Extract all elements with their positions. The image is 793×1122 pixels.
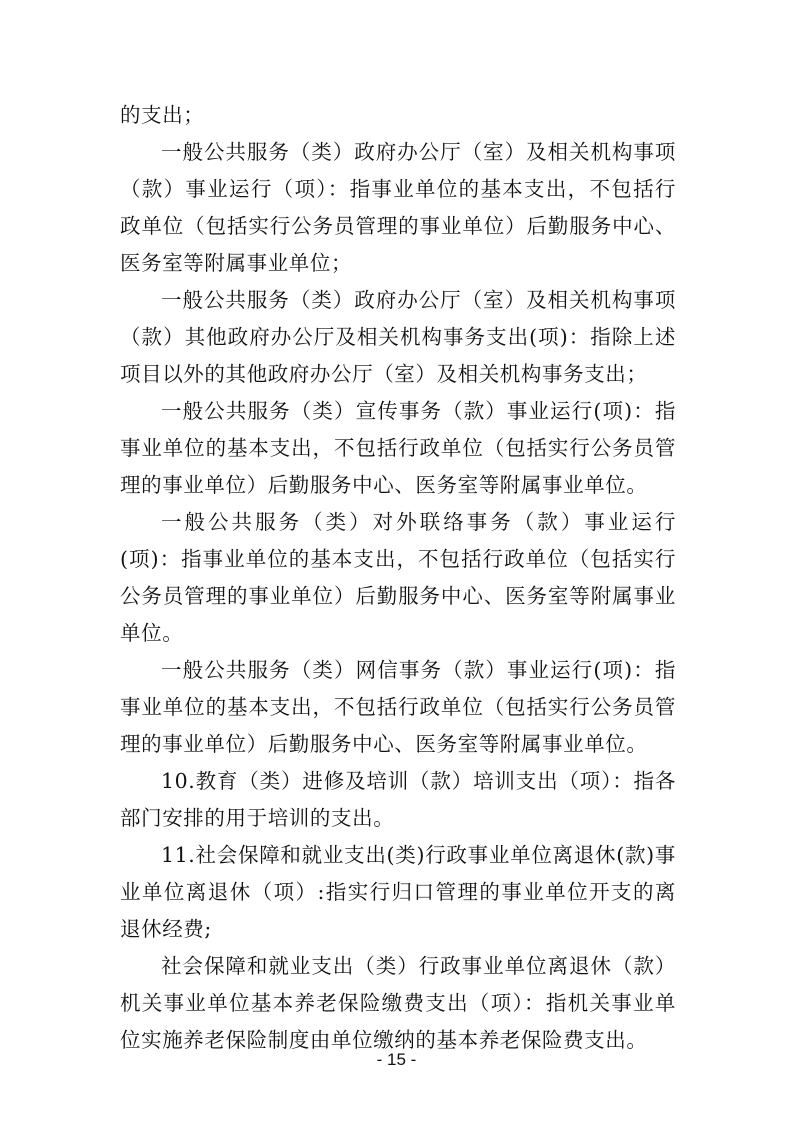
paragraph-4: 一般公共服务（类）宣传事务（款）事业运行(项)：指事业单位的基本支出，不包括行政单位（包括实行公务员管理的事业单位）后勤服务中心、医务室等附属事业单位。 [120,399,676,497]
paragraph-6: 一般公共服务（类）网信事务（款）事业运行(项)：指事业单位的基本支出，不包括行政单位（包括实行公务员管理的事业单位）后勤服务中心、医务室等附属事业单位。 [120,658,676,756]
paragraph-8: 11.社会保障和就业支出(类)行政事业单位离退休(款)事业单位离退休（项）:指实行归口管理的事业单位开支的离退休经费; [120,843,676,941]
paragraph-9: 社会保障和就业支出（类）行政事业单位离退休（款）机关事业单位基本养老保险缴费支出（项）：指机关事业单位实施养老保险制度由单位缴纳的基本养老保险费支出。 [120,954,676,1052]
paragraph-3: 一般公共服务（类）政府办公厅（室）及相关机构事项（款）其他政府办公厅及相关机构事务支出(项)：指除上述项目以外的其他政府办公厅（室）及相关机构事务支出； [120,288,676,386]
paragraph-5: 一般公共服务（类）对外联络事务（款）事业运行(项)：指事业单位的基本支出，不包括行政单位（包括实行公务员管理的事业单位）后勤服务中心、医务室等附属事业单位。 [120,510,676,645]
paragraph-7: 10.教育（类）进修及培训（款）培训支出（项）：指各部门安排的用于培训的支出。 [120,769,676,830]
page-number: - 15 - [376,1050,417,1069]
paragraph-1: 的支出； [120,103,205,127]
document-body [120,97,676,1059]
paragraph-2: 一般公共服务（类）政府办公厅（室）及相关机构事项（款）事业运行（项）：指事业单位的基本支出，不包括行政单位（包括实行公务员管理的事业单位）后勤服务中心、医务室等附属事业单位； [120,140,676,275]
